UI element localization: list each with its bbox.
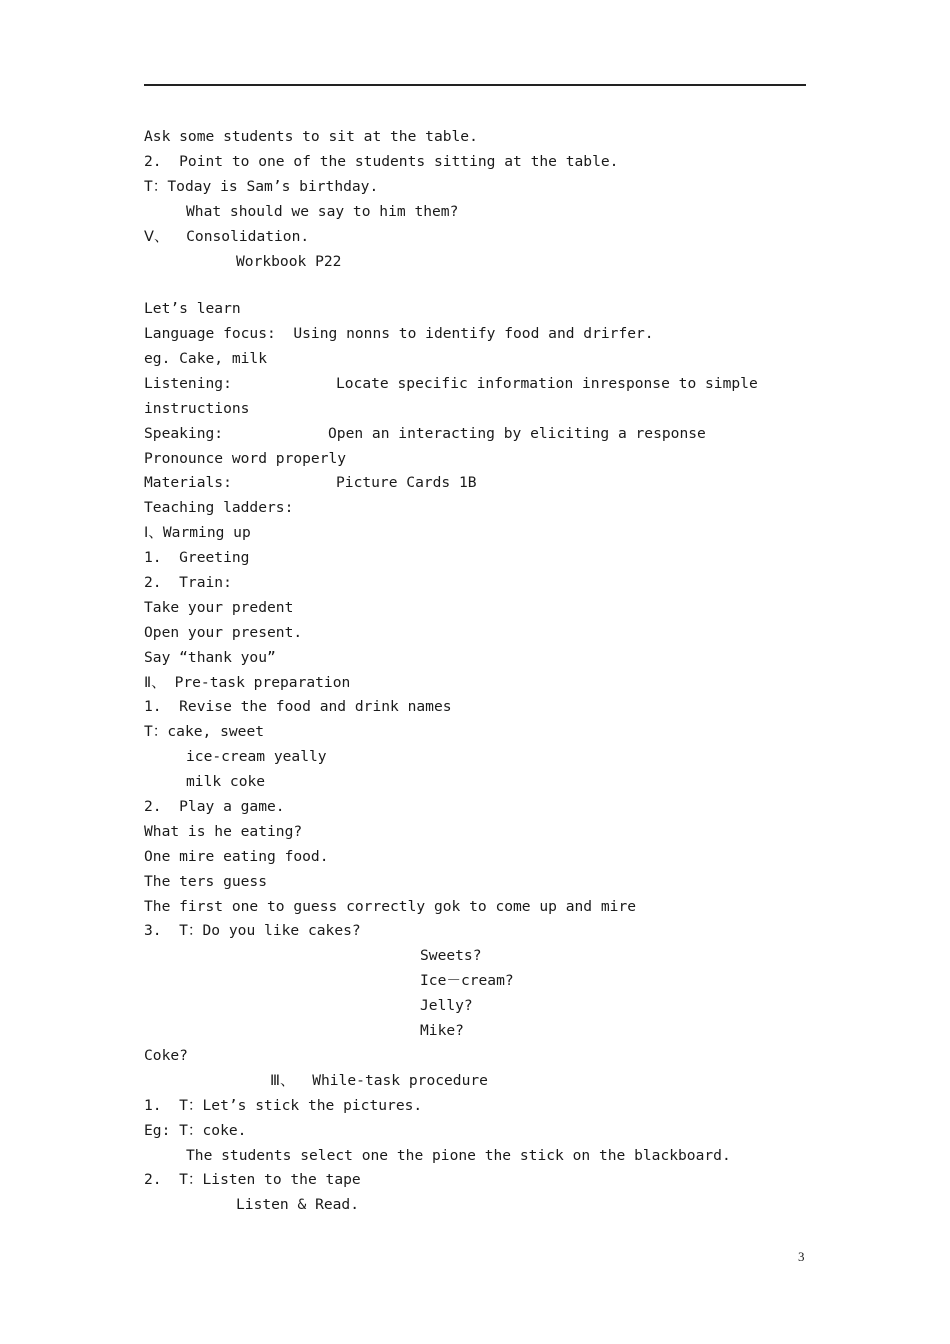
- text-line: The first one to guess correctly gok to come up and mire: [144, 898, 637, 915]
- text-line: The ters guess: [144, 873, 268, 890]
- text-line: What is he eating?: [144, 823, 303, 840]
- text-line: 3. T：Do you like cakes?: [144, 922, 361, 939]
- text-line: instructions: [144, 400, 250, 417]
- text-line: milk coke: [186, 773, 266, 790]
- text-line: Mike?: [420, 1022, 464, 1039]
- field-value: Locate specific information inresponse to simple: [336, 375, 758, 392]
- text-line: 2. Point to one of the students sitting at the table.: [144, 153, 619, 170]
- section-heading: Ⅴ、 Consolidation.: [144, 228, 310, 245]
- text-line: 2. Play a game.: [144, 798, 285, 815]
- text-line: ice-cream yeally: [186, 748, 327, 765]
- text-line: One mire eating food.: [144, 848, 329, 865]
- text-line: Listen & Read.: [236, 1196, 360, 1213]
- text-line: Ice－cream?: [420, 972, 514, 989]
- text-line: Open your present.: [144, 624, 303, 641]
- field-value: Open an interacting by eliciting a response: [328, 425, 706, 442]
- text-line: Pronounce word properly: [144, 450, 347, 467]
- field-label: Materials:: [144, 474, 232, 491]
- text-line: 2. Train:: [144, 574, 232, 591]
- text-line: T：Today is Sam’s birthday.: [144, 178, 379, 195]
- text-line: Take your predent: [144, 599, 294, 616]
- lesson-title: Let’s learn: [144, 300, 241, 317]
- text-line: Jelly?: [420, 997, 473, 1014]
- text-line: Teaching ladders:: [144, 499, 294, 516]
- text-line: 1. Revise the food and drink names: [144, 698, 452, 715]
- text-line: Sweets?: [420, 947, 482, 964]
- header-rule: [144, 84, 806, 86]
- section-heading: Ⅲ、 While-task procedure: [270, 1072, 488, 1089]
- text-line: 2. T：Listen to the tape: [144, 1171, 361, 1188]
- section-heading: Ⅱ、 Pre-task preparation: [144, 674, 351, 691]
- page-number: 3: [798, 1249, 805, 1264]
- field-label: Listening:: [144, 375, 232, 392]
- text-line: Ask some students to sit at the table.: [144, 128, 478, 145]
- field-label: Speaking:: [144, 425, 224, 442]
- text-line: The students select one the pione the stick on the blackboard.: [186, 1147, 731, 1164]
- text-line: Workbook P22: [236, 253, 342, 270]
- text-line: Say “thank you”: [144, 649, 276, 666]
- text-line: T：cake, sweet: [144, 723, 265, 740]
- section-heading: Ⅰ、Warming up: [144, 524, 251, 541]
- text-line: Language focus: Using nonns to identify food and drirfer.: [144, 325, 654, 342]
- text-line: Eg: T：coke.: [144, 1122, 247, 1139]
- text-line: eg. Cake, milk: [144, 350, 268, 367]
- text-line: Coke?: [144, 1047, 188, 1064]
- text-line: 1. Greeting: [144, 549, 250, 566]
- text-line: 1. T：Let’s stick the pictures.: [144, 1097, 423, 1114]
- field-value: Picture Cards 1B: [336, 474, 477, 491]
- text-line: What should we say to him them?: [186, 203, 459, 220]
